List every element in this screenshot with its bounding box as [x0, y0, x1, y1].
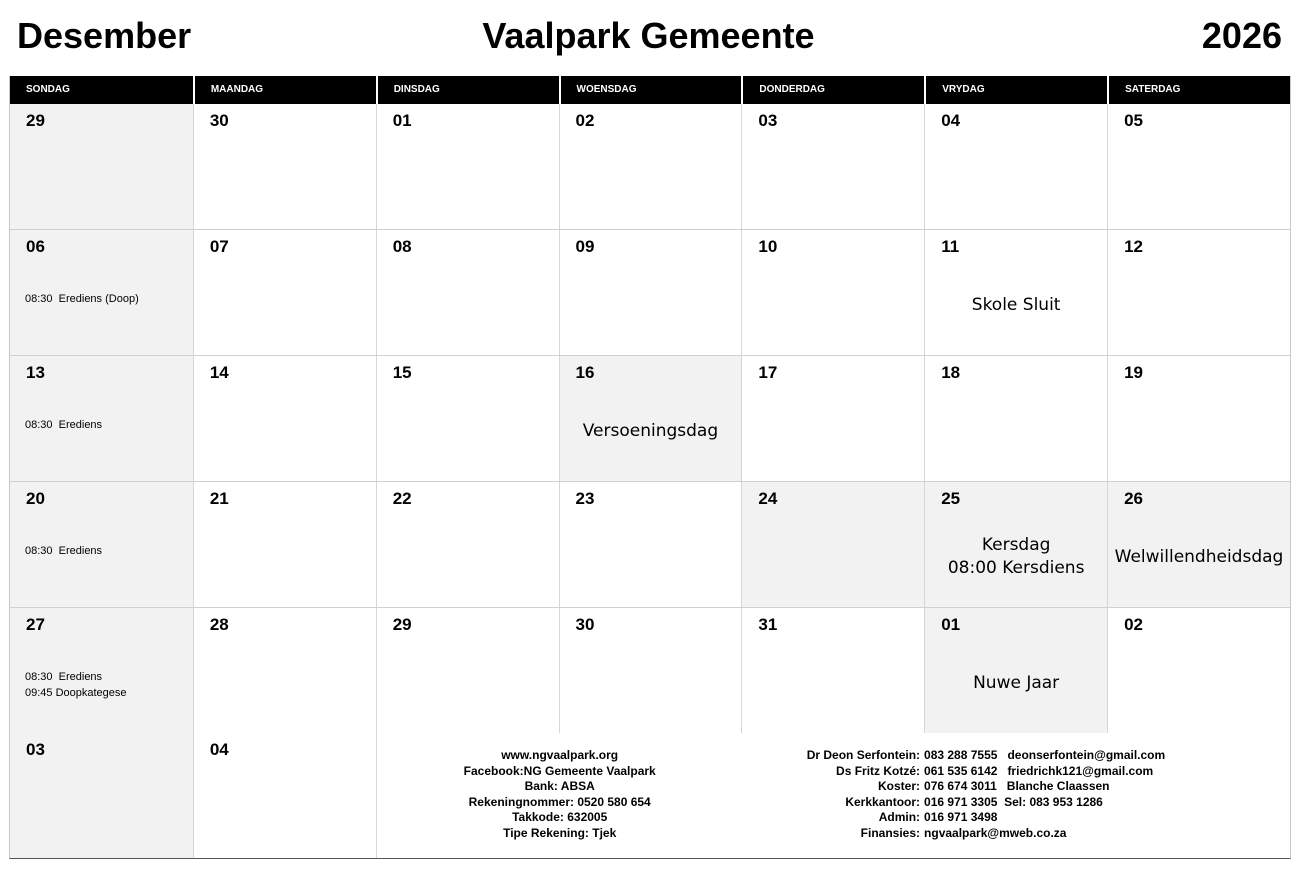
contact-value: 016 971 3498	[924, 810, 998, 825]
day-number: 06	[26, 237, 45, 256]
day-event	[925, 294, 1107, 317]
day-number: 04	[209, 740, 229, 759]
service-entry: 08:30 Erediens	[25, 419, 103, 431]
day-number: 17	[758, 363, 778, 382]
contact-footer	[376, 733, 1290, 858]
weekday-label: VRYDAG	[924, 76, 1107, 104]
day-number: 30	[575, 615, 595, 634]
day-event	[1108, 546, 1290, 569]
page-title: Vaalpark Gemeente	[482, 15, 815, 56]
day-event	[925, 534, 1107, 580]
day-number: 14	[209, 363, 229, 382]
day-cell[interactable]	[1107, 356, 1290, 481]
week-row	[10, 608, 1290, 733]
service-times	[25, 417, 102, 433]
service-entry: 09:45 Doopkategese	[25, 687, 127, 699]
day-cell[interactable]	[1107, 230, 1290, 355]
day-number: 08	[392, 237, 412, 256]
day-number: 12	[1124, 237, 1143, 256]
week-row	[10, 104, 1290, 230]
day-cell[interactable]	[10, 608, 193, 733]
contact-value: 076 674 3011 Blanche Claassen	[924, 779, 1110, 794]
contact-label: Admin:	[878, 810, 921, 825]
info-line: Facebook:NG Gemeente Vaalpark	[463, 763, 656, 778]
info-line: Rekeningnommer: 0520 580 654	[468, 794, 651, 809]
day-number: 25	[941, 489, 961, 508]
day-cell[interactable]	[924, 608, 1107, 733]
day-number: 07	[209, 237, 229, 256]
day-cell[interactable]	[741, 356, 924, 481]
day-number: 02	[575, 111, 595, 130]
service-times	[25, 291, 139, 307]
contact-label: Dr Deon Serfontein:	[806, 748, 921, 762]
day-number: 01	[941, 615, 961, 634]
day-cell[interactable]	[1107, 482, 1290, 607]
week-row	[10, 482, 1290, 608]
day-number: 30	[209, 111, 229, 130]
day-cell[interactable]	[924, 104, 1107, 229]
day-cell[interactable]	[376, 608, 559, 733]
contact-value: 061 535 6142 friedrichk121@gmail.com	[924, 763, 1154, 778]
day-cell[interactable]	[741, 230, 924, 355]
day-number: 05	[1124, 111, 1143, 130]
contact-label: Ds Fritz Kotzé:	[836, 763, 921, 778]
weeks-container	[10, 104, 1290, 733]
day-number: 28	[209, 615, 229, 634]
weekday-label: SONDAG	[26, 84, 70, 95]
day-cell[interactable]	[376, 356, 559, 481]
day-cell[interactable]	[924, 482, 1107, 607]
day-number: 22	[392, 489, 412, 508]
service-entry: 08:30 Erediens	[25, 671, 103, 683]
day-number: 18	[941, 363, 961, 382]
day-number: 09	[575, 237, 595, 256]
info-line: www.ngvaalpark.org	[501, 748, 619, 762]
day-cell[interactable]	[193, 733, 376, 858]
event-line: Kersdag	[981, 535, 1051, 555]
day-cell[interactable]	[10, 356, 193, 481]
day-number: 29	[392, 615, 412, 634]
contact-label: Kerkkantoor:	[845, 794, 921, 809]
year-title: 2026	[1201, 15, 1282, 56]
day-cell[interactable]	[10, 733, 193, 858]
day-cell[interactable]	[10, 482, 193, 607]
day-cell[interactable]	[924, 356, 1107, 481]
day-number: 19	[1124, 363, 1143, 382]
weekday-label: WOENSDAG	[559, 76, 742, 104]
contact-value: ngvaalpark@mweb.co.za	[924, 825, 1067, 840]
info-line: Bank: ABSA	[524, 779, 595, 794]
event-line: Versoeningsdag	[582, 421, 719, 441]
day-cell[interactable]	[193, 230, 376, 355]
day-number: 01	[392, 111, 412, 130]
day-cell[interactable]	[193, 608, 376, 733]
week-row	[10, 230, 1290, 356]
day-cell[interactable]	[193, 104, 376, 229]
day-cell[interactable]	[559, 482, 742, 607]
month-title: Desember	[17, 15, 192, 56]
day-cell[interactable]	[741, 104, 924, 229]
weekday-label: DONDERDAG	[741, 76, 924, 104]
day-number: 23	[575, 489, 595, 508]
day-event	[925, 672, 1107, 695]
day-cell[interactable]	[924, 230, 1107, 355]
day-number: 20	[26, 489, 45, 508]
day-number: 26	[1124, 489, 1143, 508]
day-number: 31	[758, 615, 778, 634]
day-number: 29	[26, 111, 45, 130]
contact-value: 083 288 7555 deonserfontein@gmail.com	[924, 748, 1166, 762]
service-times	[25, 669, 127, 701]
day-number: 13	[26, 363, 45, 382]
day-cell[interactable]	[1107, 608, 1290, 733]
week-row	[10, 356, 1290, 482]
week-row	[10, 733, 1290, 858]
contact-value: 016 971 3305 Sel: 083 953 1286	[924, 794, 1103, 809]
day-number: 02	[1124, 615, 1143, 634]
event-line: 08:00 Kersdiens	[947, 558, 1085, 578]
day-cell[interactable]	[10, 230, 193, 355]
day-event	[560, 420, 742, 443]
contact-label: Koster:	[878, 779, 921, 794]
day-cell[interactable]	[559, 608, 742, 733]
day-cell[interactable]	[559, 230, 742, 355]
service-entry: 08:30 Erediens	[25, 545, 103, 557]
day-cell[interactable]	[559, 104, 742, 229]
day-cell[interactable]	[193, 356, 376, 481]
church-info	[377, 748, 743, 842]
weekday-label: MAANDAG	[193, 76, 376, 104]
service-times	[25, 543, 102, 559]
weekday-label: SATERDAG	[1107, 76, 1290, 104]
day-cell[interactable]	[1107, 104, 1290, 229]
day-number: 27	[26, 615, 45, 634]
day-number: 16	[575, 363, 595, 382]
event-line: Welwillendheidsdag	[1114, 547, 1284, 567]
weekday-header	[10, 76, 1290, 104]
day-number: 11	[941, 237, 960, 256]
day-number: 21	[209, 489, 229, 508]
day-number: 03	[26, 740, 45, 759]
day-cell[interactable]	[741, 608, 924, 733]
day-number: 15	[392, 363, 412, 382]
contact-values	[920, 748, 1165, 842]
day-cell[interactable]	[741, 482, 924, 607]
day-cell[interactable]	[10, 104, 193, 229]
weekday-label: DINSDAG	[376, 76, 559, 104]
day-cell[interactable]	[559, 356, 742, 481]
day-number: 24	[758, 489, 778, 508]
event-line: Nuwe Jaar	[973, 673, 1060, 693]
contact-labels	[807, 748, 920, 842]
day-cell[interactable]	[376, 482, 559, 607]
contact-label: Finansies:	[860, 825, 921, 840]
day-number: 03	[758, 111, 778, 130]
contact-list	[807, 748, 1165, 842]
event-line: Skole Sluit	[971, 295, 1061, 315]
day-cell[interactable]	[376, 230, 559, 355]
calendar-grid	[9, 76, 1291, 859]
day-cell[interactable]	[376, 104, 559, 229]
day-cell[interactable]	[193, 482, 376, 607]
day-number: 04	[941, 111, 961, 130]
day-number: 10	[758, 237, 778, 256]
info-line: Tipe Rekening: Tjek	[503, 825, 617, 840]
info-line: Takkode: 632005	[512, 810, 608, 825]
service-entry: 08:30 Erediens (Doop)	[25, 293, 139, 305]
